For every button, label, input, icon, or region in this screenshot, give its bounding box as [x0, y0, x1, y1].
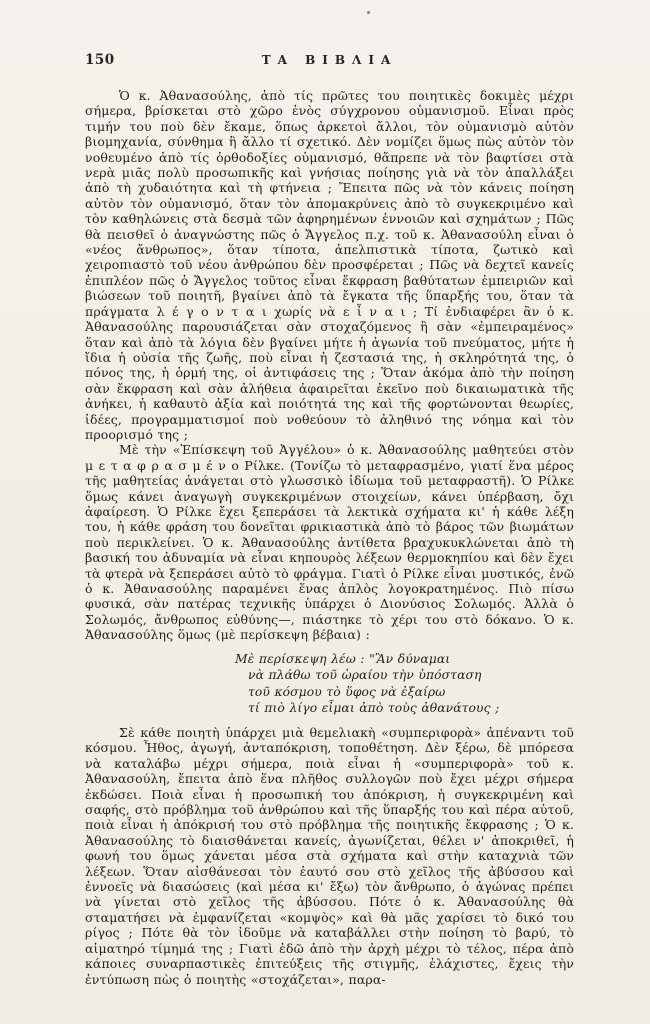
page-number: 150	[85, 52, 115, 68]
page-header	[85, 52, 574, 72]
body-paragraph-2: Μὲ τὴν «Ἐπίσκεψη τοῦ Ἀγγέλου» ὁ κ. Ἀθανασούλης μαθητεύει στὸν μ ε τ α φ ρ α σ μ έ ν ο Ρίλκε. (Τονίζω τὸ μεταφρασμένο, γιατί ἕνα μέρος τῆς μαθητείας ἀνάγεται στὸ γλωσσικὸ ἰδίωμα τοῦ μεταφραστῆ). Ὁ Ρίλκε ὅμως κάνει ἀναγωγὴ συγκεκριμένων στοιχείων, κάνει ὑπέρβαση, ὄχι ἀφαίρεση. Ὁ Ρίλκε ἔχει ξεπεράσει τὰ λεκτικὰ σχήματα κι' ἡ κάθε λέξη του, ἡ κάθε φράση του δονεῖται φρικιαστικὰ ἀπὸ τὸ βάρος τῶν βιωμάτων ποὺ περικλείνει. Ὁ κ. Ἀθανασούλης ἀντίθετα βραχυκυκλώνεται ἀπὸ τὴ βασική του ἀδυναμία νὰ εἶναι κηπουρὸς λέξεων θερμοκηπίου καὶ δὲν ἔχει τὰ φτερὰ νὰ ξεπεράσει αὐτὸ τὸ φράγμα. Γιατὶ ὁ Ρίλκε εἶναι μυστικός, ἐνῶ ὁ κ. Ἀθανασούλης παραμένει ἕνας ἁπλὸς λογοκρατημένος. Πιὸ πίσω φυσικά, σὰν πατέρας τεχνικῆς ὑπάρχει ὁ Διονύσιος Σολωμός. Ἀλλὰ ὁ Σολωμός, ἄνθρωπος εὐθύνης—, πιάστηκε τὸ χέρι του στὸ δόκανο. Ὁ κ. Ἀθανασούλης ὅμως (μὲ περίσκεψη βέβαια) :	[85, 442, 574, 643]
body-paragraph-1: Ὁ κ. Ἀθανασούλης, ἀπὸ τίς πρῶτες του ποιητικὲς δοκιμὲς μέχρι σήμερα, βρίσκεται στὸ χῶρο ἑνὸς σύγχρονου οὑμανισμοῦ. Εἶναι πρὸς τιμήν του ποὺ δὲν ἔκαμε, ὅπως ἀρκετοὶ ἄλλοι, τὸν οὑμανισμὸ αὐτὸν βιομηχανία, σύνθημα ἢ ἄλλο τί σχετικό. Δὲν νομίζει ὅμως πὼς αὐτὸν τὸν νοθευμένο ἀπὸ τίς ὀρθοδοξίες οὑμανισμό, θἄπρεπε νὰ τὸν βαφτίσει στὰ νερὰ μιᾶς πολὺ προσωπικῆς καὶ γνήσιας ποίησης γιὰ νὰ τὸν ἀπαλλάξει ἀπὸ τὴ χυδαιότητα καὶ τὴ φτήνεια ; Ἔπειτα πῶς νὰ τὸν κάνεις ποίηση αὐτὸν τὸν οὑμανισμό, ὅταν τὸν ἀπομακρύνεις ἀπὸ τὸ συγκεκριμένο καὶ τὸν καθηλώνεις στὰ δεσμὰ τῶν ἀφηρημένων ἐννοιῶν καὶ σχημάτων ; Πῶς θὰ πεισθεῖ ὁ ἀναγνώστης πῶς ὁ Ἄγγελος π.χ. τοῦ κ. Ἀθανασούλη εἶναι ὁ «νέος ἄνθρωπος», ὅταν τίποτα, ἀπελπιστικὰ τίποτα, ζωτικὸ καὶ χειροπιαστὸ τοῦ νέου ἀνθρώπου δὲν προσφέρεται ; Πῶς νὰ δεχτεῖ κανείς ἐπιπλέον πῶς ὁ Ἄγγελος τοῦτος εἶναι ἔκφραση βαθύτατων ἐμπειριῶν καὶ βιώσεων τοῦ ποιητῆ, βγαίνει ἀπὸ τὰ ἔγκατα τῆς ὕπαρξής του, ὅταν τὰ πράγματα λ έ γ ο ν τ α ι χωρίς νὰ ε ἶ ν α ι ; Τί ἐνδιαφέρει ἂν ὁ κ. Ἀθανασούλης παρουσιάζεται σὰν στοχαζόμενος ἢ σὰν «ἐμπειραμένος» ὅταν καὶ ἀπὸ τὰ λόγια δὲν βγαίνει μήτε ἡ ἀγωνία τοῦ πνεύματος, μήτε ἡ ἴδια ἡ οὐσία τῆς ζωῆς, ποὺ εἶναι ἡ ζεστασιά της, ἡ σκληρότητά της, ὁ πόνος της, ἡ ὁρμή της, οἱ ἀντιφάσεις της ; Ὅταν ἀκόμα ἀπὸ τὴν ποίηση σὰν ἔκφραση καὶ σὰν ἀλήθεια ἀφαιρεῖται ἐκεῖνο ποὺ δικαιωματικὰ τῆς ἀνήκει, ἡ καθαυτὸ ἀξία καὶ ποιότητά της καὶ τῆς φορτώνονται θεωρίες, ἰδέες, προγραμματισμοί ποὺ νοθεύουν τὸ ἀληθινό της νόημα καὶ τὸν προορισμό της ;	[85, 88, 574, 442]
scan-speck-artifact	[367, 11, 370, 14]
verse-quotation	[235, 651, 574, 717]
verse-line-4: τί πιὸ λίγο εἶμαι ἀπὸ τοὺς ἀθανάτους ;	[248, 701, 500, 716]
text-column	[85, 52, 574, 987]
article-body	[85, 88, 574, 987]
verse-line-2: νὰ πλάθω τοῦ ὡραίου τὴν ὑπόσταση	[248, 668, 482, 683]
verse-line-3: τοῦ κόσμου τὸ ὕφος νὰ ἐξαίρω	[248, 684, 446, 699]
verse-line-1: Μὲ περίσκεψη λέω : "Ἂν δύναμαι	[235, 651, 451, 666]
body-paragraph-3: Σὲ κάθε ποιητὴ ὑπάρχει μιὰ θεμελιακὴ «συμπεριφορὰ» ἀπέναντι τοῦ κόσμου. Ἦθος, ἀγωγή, ἀνταπόκριση, τοποθέτηση. Δὲν ξέρω, δὲ μπόρεσα νὰ καταλάβω μέχρι σήμερα, ποιὰ εἶναι ἡ «συμπεριφορὰ» τοῦ κ. Ἀθανασούλη, ἔπειτα ἀπὸ ἕνα πλῆθος συλλογῶν ποὺ ἔχει μέχρι σήμερα ἐκδώσει. Ποιὰ εἶναι ἡ προσωπική του ἀπόκριση, ἡ συγκεκριμένη καὶ σαφής, στὸ πρόβλημα τοῦ ἀνθρώπου καὶ τῆς ὕπαρξής του καὶ πέρα αὐτοῦ, ποιὰ εἶναι ἡ ἀπόκρισή του στὸ πρόβλημα τῆς ποιητικῆς ἔκφρασης ; Ὁ κ. Ἀθανασούλης τὸ διαισθάνεται κανείς, ἀγωνίζεται, θέλει ν' ἀποκριθεῖ, ἡ φωνή του ὅμως χάνεται μέσα στὰ σχήματα καὶ στὴν καταχνιὰ τῶν λέξεων. Ὅταν αἰσθάνεσαι τὸν ἑαυτό σου στὸ χεῖλος τῆς ἀβύσσου καὶ ἐννοεῖς νὰ διασώσεις (καὶ μέσα κι' ἔξω) τὸν ἄνθρωπο, ὁ ἀγώνας πρέπει νὰ γίνεται στὸ χεῖλος τῆς ἀβύσσου. Πότε ὁ κ. Ἀθανασούλης θὰ σταματήσει νὰ ἐμφανίζεται «κομψὸς» καὶ θὰ μᾶς χαρίσει τὸ δικό του ρίγος ; Πότε θὰ τὸν ἰδοῦμε νὰ καταβάλλει στὴν ποίηση τὸ βαρύ, τὸ αἱματηρό τίμημά της ; Γιατὶ ἐδῶ ἀπὸ τὴν ἀρχὴ μέχρι τὸ τέλος, πέρα ἀπὸ κάποιες συναρπαστικὲς ἐπιτεύξεις τῆς στιγμῆς, ἐλάχιστες, ἔχεις τὴν ἐντύπωση πὼς ὁ ποιητὴς «στοχάζεται», παρα-	[85, 725, 574, 987]
journal-title: ΤΑ ΒΙΒΛΙΑ	[261, 53, 398, 67]
